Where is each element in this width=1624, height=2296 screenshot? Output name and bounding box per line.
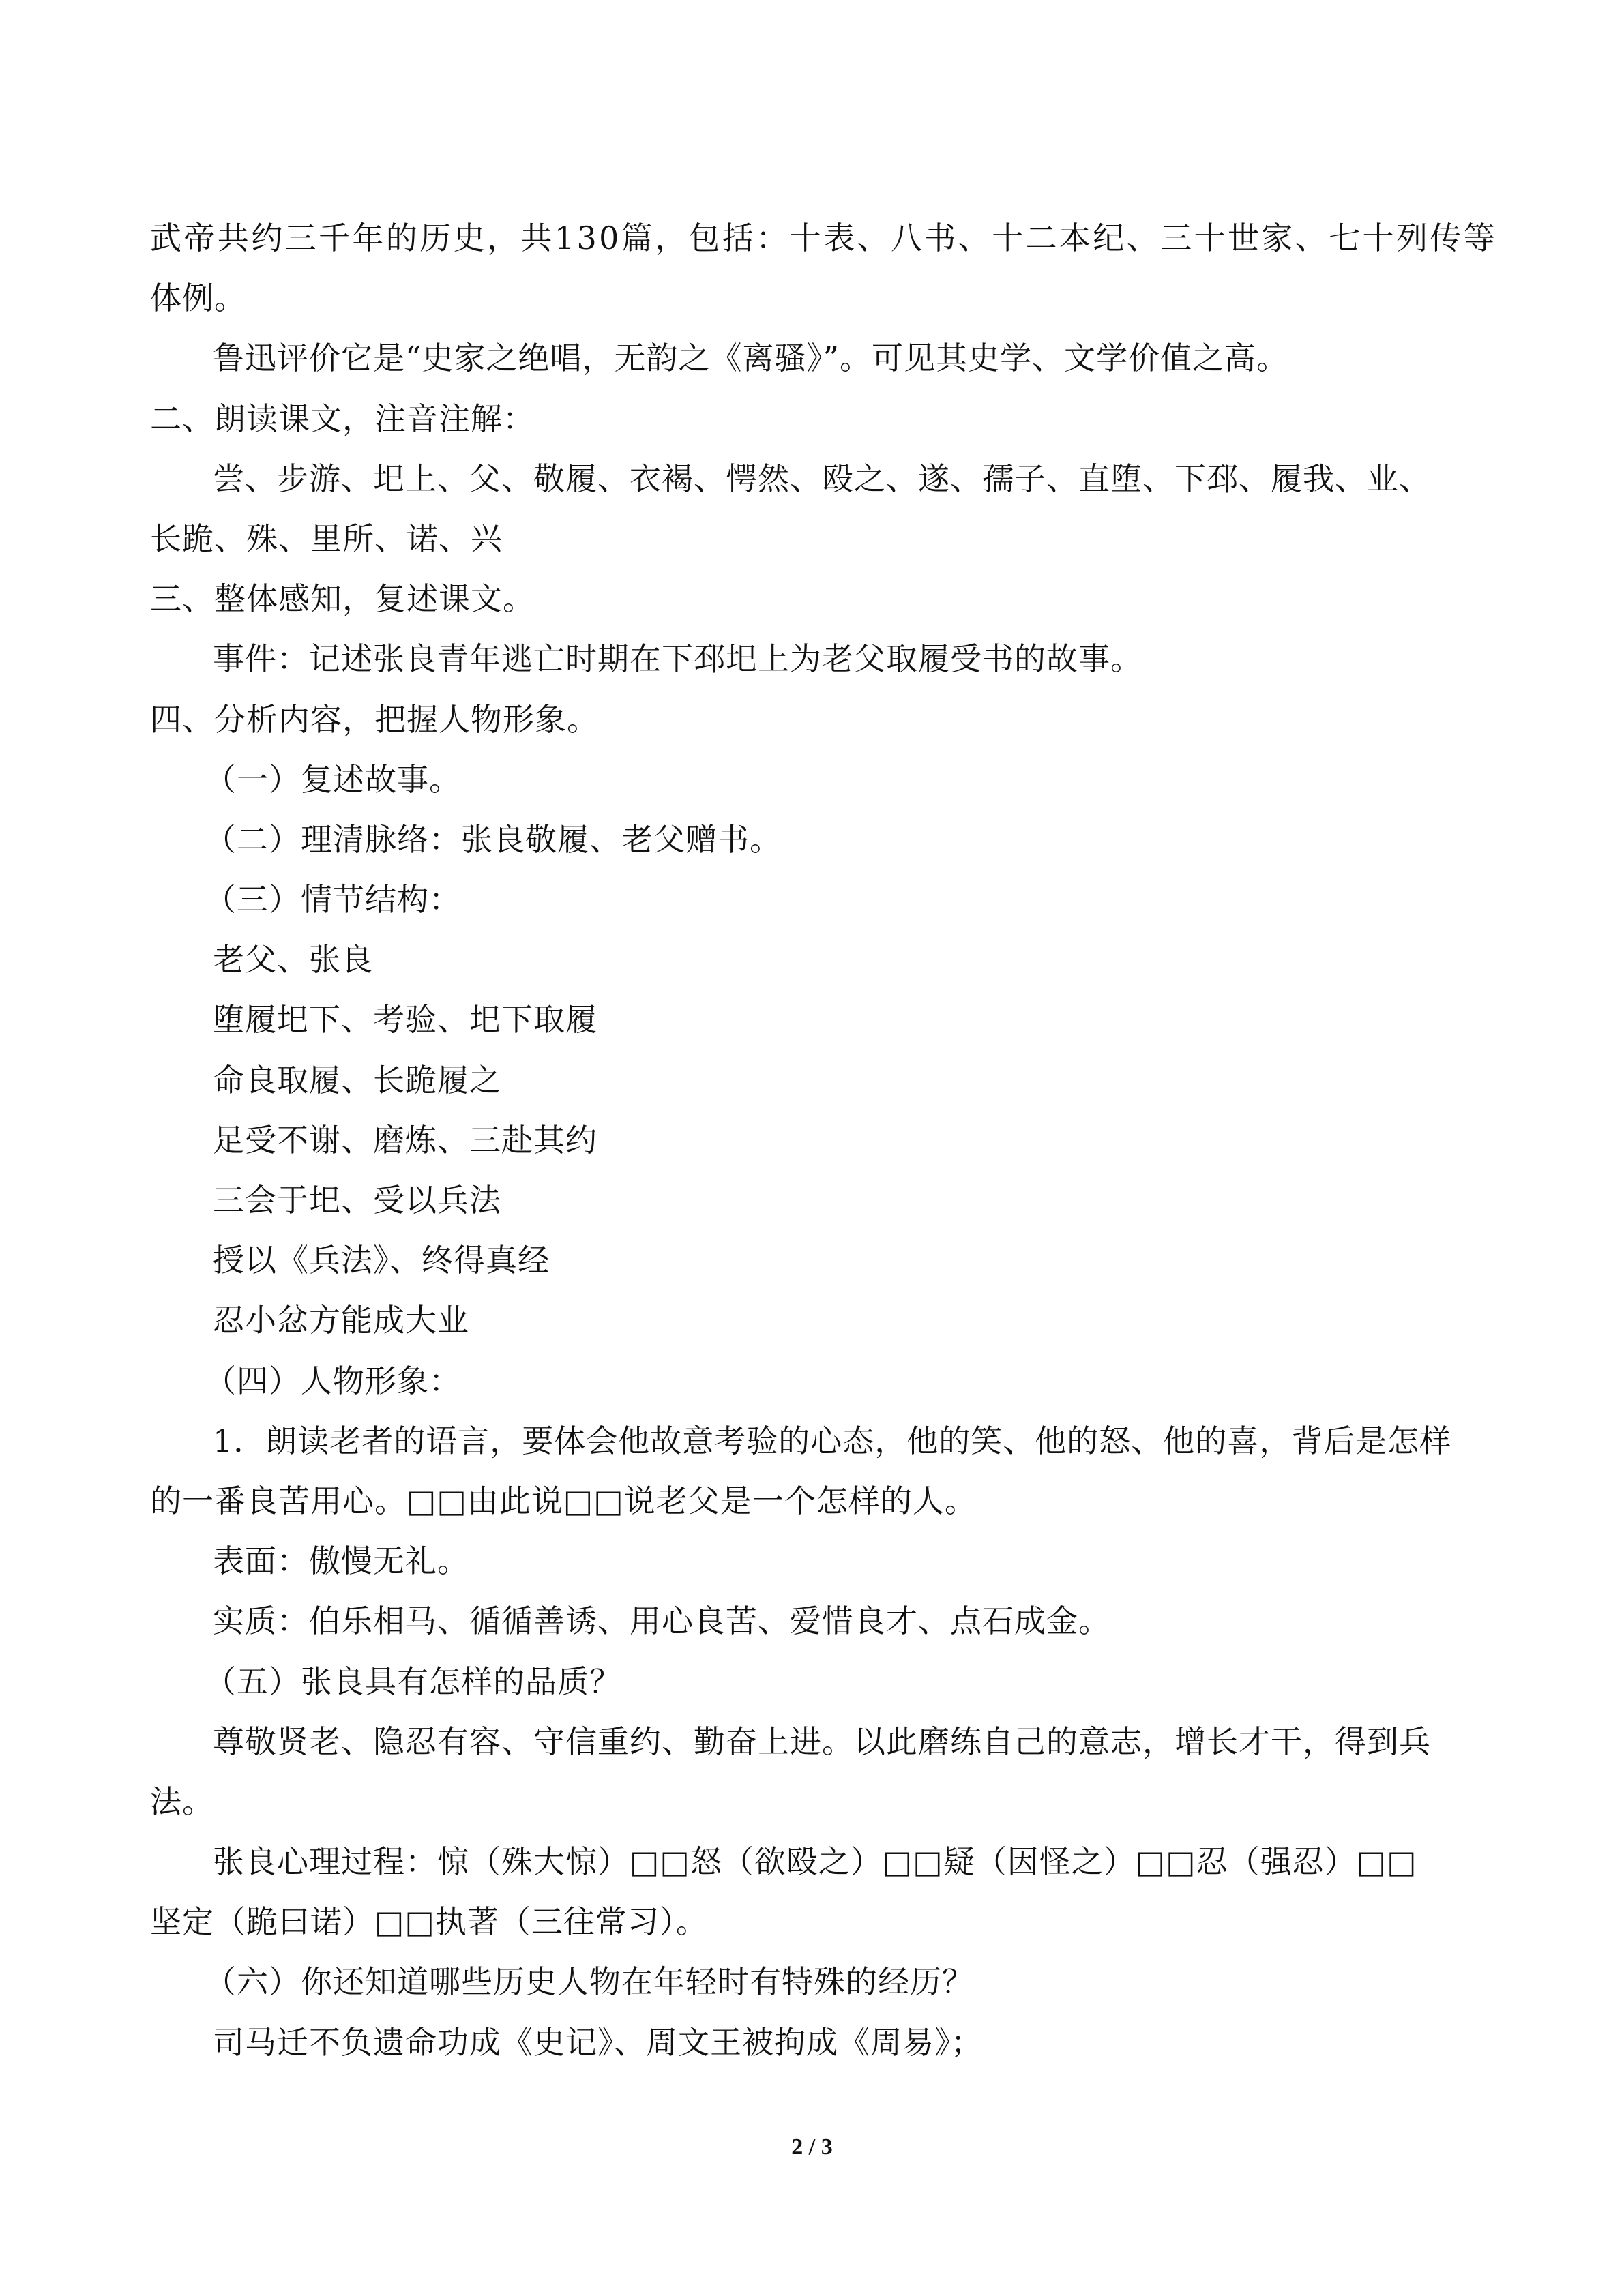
- text-line: （一）复述故事。: [205, 760, 461, 798]
- text-line: （四）人物形象：: [205, 1362, 461, 1399]
- text-line: 实质：伯乐相马、循循善诱、用心良苦、爱惜良才、点石成金。: [213, 1602, 1110, 1640]
- text-line: 忍小忿方能成大业: [213, 1302, 469, 1339]
- text-line: 尝、步游、圯上、父、敬履、衣褐、愕然、殴之、遂、孺子、直堕、下邳、履我、业、: [213, 460, 1431, 497]
- text-line: 命良取履、长跪履之: [213, 1061, 501, 1099]
- text-line: 尊敬贤老、隐忍有容、守信重约、勤奋上进。以此磨练自己的意志，增长才干，得到兵: [213, 1723, 1431, 1760]
- text-line: （六）你还知道哪些历史人物在年轻时有特殊的经历？: [205, 1963, 974, 2001]
- text-line: 事件：记述张良青年逃亡时期在下邳圯上为老父取履受书的故事。: [213, 640, 1142, 678]
- text-line: （三）情节结构：: [205, 881, 461, 919]
- text-line: 堕履圯下、考验、圯下取履: [213, 1001, 597, 1039]
- text-line: 鲁迅评价它是“史家之绝唱，无韵之《离骚》”。可见其史学、文学价值之高。: [213, 340, 1289, 377]
- text-line: 授以《兵法》、终得真经: [213, 1242, 550, 1279]
- text-line: 三、整体感知，复述课文。: [150, 580, 535, 618]
- text-line: 的一番良苦用心。□□由此说□□说老父是一个怎样的人。: [150, 1482, 977, 1519]
- text-line: 体例。: [150, 280, 246, 317]
- text-line: 三会于圯、受以兵法: [213, 1182, 501, 1219]
- page-number: 2 / 3: [791, 2134, 833, 2160]
- text-line: 二、朗读课文，注音注解：: [150, 400, 535, 437]
- text-line: 武帝共约三千年的历史，共130篇，包括：十表、八书、十二本纪、三十世家、七十列传等: [150, 220, 1498, 256]
- text-line: 坚定（跪曰诺）□□执著（三往常习）。: [150, 1903, 708, 1941]
- text-line: 长跪、殊、里所、诺、兴: [150, 520, 503, 557]
- text-line: 足受不谢、磨炼、三赴其约: [213, 1121, 597, 1159]
- text-line: （五）张良具有怎样的品质？: [205, 1663, 621, 1700]
- text-line: 司马迁不负遗命功成《史记》、周文王被拘成《周易》；: [213, 2023, 983, 2061]
- text-line: 法。: [150, 1783, 214, 1820]
- text-line: 老父、张良: [213, 941, 373, 979]
- text-line: 张良心理过程：惊（殊大惊）□□怒（欲殴之）□□疑（因怪之）□□忍（强忍）□□: [213, 1843, 1417, 1881]
- text-line: （二）理清脉络：张良敬履、老父赠书。: [205, 820, 782, 858]
- text-line: 四、分析内容，把握人物形象。: [150, 700, 599, 738]
- text-line: 1．朗读老者的语言，要体会他故意考验的心态，他的笑、他的怒、他的喜，背后是怎样: [213, 1422, 1452, 1459]
- document-body: [150, 208, 1498, 2072]
- text-line: 表面：傲慢无礼。: [213, 1542, 469, 1580]
